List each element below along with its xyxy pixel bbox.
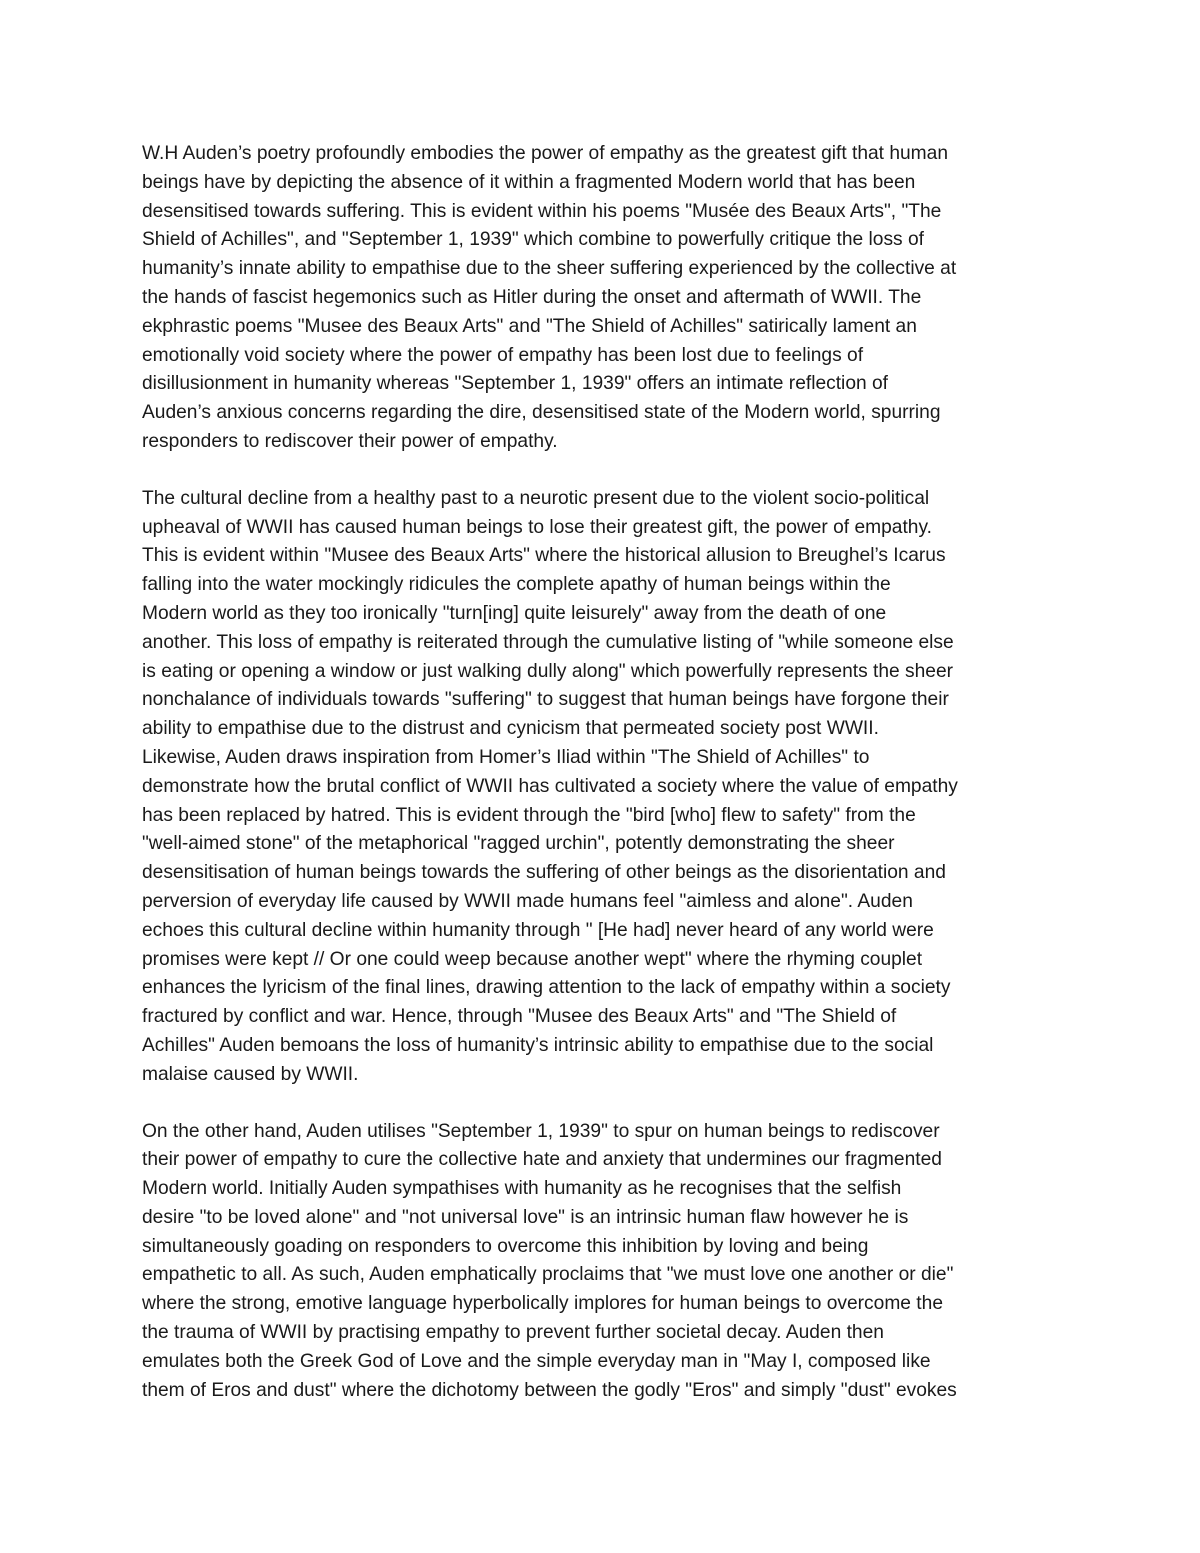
text-line: Likewise, Auden draws inspiration from Homer’s Iliad within "The Shield of Achilles" to bbox=[142, 746, 870, 768]
text-line: them of Eros and dust" where the dichotomy between the godly "Eros" and simply "dust" evokes bbox=[142, 1379, 957, 1401]
paragraph-2 bbox=[142, 485, 1072, 1090]
text-line: responders to rediscover their power of empathy. bbox=[142, 430, 558, 452]
text-line: empathetic to all. As such, Auden emphatically proclaims that "we must love one another or die" bbox=[142, 1264, 954, 1286]
text-line: is eating or opening a window or just walking dully along" which powerfully represents the sheer bbox=[142, 660, 953, 682]
text-line: malaise caused by WWII. bbox=[142, 1063, 359, 1085]
paragraph-1 bbox=[142, 140, 1072, 457]
text-line: ekphrastic poems "Musee des Beaux Arts" and "The Shield of Achilles" satirically lament an bbox=[142, 315, 917, 337]
text-line: upheaval of WWII has caused human beings to lose their greatest gift, the power of empathy. bbox=[142, 516, 932, 538]
text-line: the trauma of WWII by practising empathy to prevent further societal decay. Auden then bbox=[142, 1322, 884, 1344]
text-line: where the strong, emotive language hyperbolically implores for human beings to overcome the bbox=[142, 1293, 943, 1315]
text-line: nonchalance of individuals towards "suffering" to suggest that human beings have forgone their bbox=[142, 689, 949, 711]
text-line: Achilles" Auden bemoans the loss of humanity’s intrinsic ability to empathise due to the social bbox=[142, 1034, 934, 1056]
text-line: the hands of fascist hegemonics such as Hitler during the onset and aftermath of WWII. The bbox=[142, 286, 922, 308]
text-line: "well-aimed stone" of the metaphorical "ragged urchin", potently demonstrating the sheer bbox=[142, 833, 895, 855]
text-line: disillusionment in humanity whereas "September 1, 1939" offers an intimate reflection of bbox=[142, 373, 888, 395]
text-line: simultaneously goading on responders to overcome this inhibition by loving and being bbox=[142, 1235, 869, 1257]
text-line: perversion of everyday life caused by WWII made humans feel "aimless and alone". Auden bbox=[142, 890, 913, 912]
text-line: another. This loss of empathy is reiterated through the cumulative listing of "while someone else bbox=[142, 631, 954, 653]
text-line: humanity’s innate ability to empathise due to the sheer suffering experienced by the collective at bbox=[142, 258, 957, 280]
text-line: their power of empathy to cure the collective hate and anxiety that undermines our fragmented bbox=[142, 1149, 942, 1171]
text-line: desensitisation of human beings towards the suffering of other beings as the disorientation and bbox=[142, 862, 946, 884]
text-line: fractured by conflict and war. Hence, through "Musee des Beaux Arts" and "The Shield of bbox=[142, 1006, 897, 1028]
text-line: demonstrate how the brutal conflict of WWII has cultivated a society where the value of empathy bbox=[142, 775, 958, 797]
paragraph-3 bbox=[142, 1118, 1072, 1406]
text-line: emulates both the Greek God of Love and the simple everyday man in "May I, composed like bbox=[142, 1350, 931, 1372]
text-line: ability to empathise due to the distrust and cynicism that permeated society post WWII. bbox=[142, 718, 879, 740]
text-line: desire "to be loved alone" and "not universal love" is an intrinsic human flaw however he is bbox=[142, 1206, 909, 1228]
text-line: has been replaced by hatred. This is evident through the "bird [who] flew to safety" from the bbox=[142, 804, 916, 826]
text-line: W.H Auden’s poetry profoundly embodies the power of empathy as the greatest gift that human bbox=[142, 143, 948, 164]
text-line: On the other hand, Auden utilises "September 1, 1939" to spur on human beings to rediscover bbox=[142, 1120, 940, 1142]
text-line: echoes this cultural decline within humanity through " [He had] never heard of any world were bbox=[142, 919, 934, 941]
text-line: The cultural decline from a healthy past to a neurotic present due to the violent socio-political bbox=[142, 487, 930, 509]
text-line: Shield of Achilles", and "September 1, 1939" which combine to powerfully critique the loss of bbox=[142, 229, 924, 251]
text-line: enhances the lyricism of the final lines, drawing attention to the lack of empathy within a society bbox=[142, 977, 951, 999]
text-line: falling into the water mockingly ridicules the complete apathy of human beings within the bbox=[142, 574, 891, 596]
document-body bbox=[142, 140, 1072, 1433]
text-line: Auden’s anxious concerns regarding the dire, desensitised state of the Modern world, spurring bbox=[142, 402, 941, 424]
text-line: emotionally void society where the power of empathy has been lost due to feelings of bbox=[142, 344, 864, 366]
text-line: beings have by depicting the absence of it within a fragmented Modern world that has been bbox=[142, 171, 916, 193]
text-line: Modern world as they too ironically "turn[ing] quite leisurely" away from the death of one bbox=[142, 602, 887, 624]
text-line: Modern world. Initially Auden sympathises with humanity as he recognises that the selfish bbox=[142, 1178, 902, 1200]
text-line: desensitised towards suffering. This is evident within his poems "Musée des Beaux Arts", "The bbox=[142, 200, 942, 222]
text-line: This is evident within "Musee des Beaux Arts" where the historical allusion to Breughel’s Icarus bbox=[142, 545, 946, 567]
text-line: promises were kept // Or one could weep because another wept" where the rhyming couplet bbox=[142, 948, 923, 970]
